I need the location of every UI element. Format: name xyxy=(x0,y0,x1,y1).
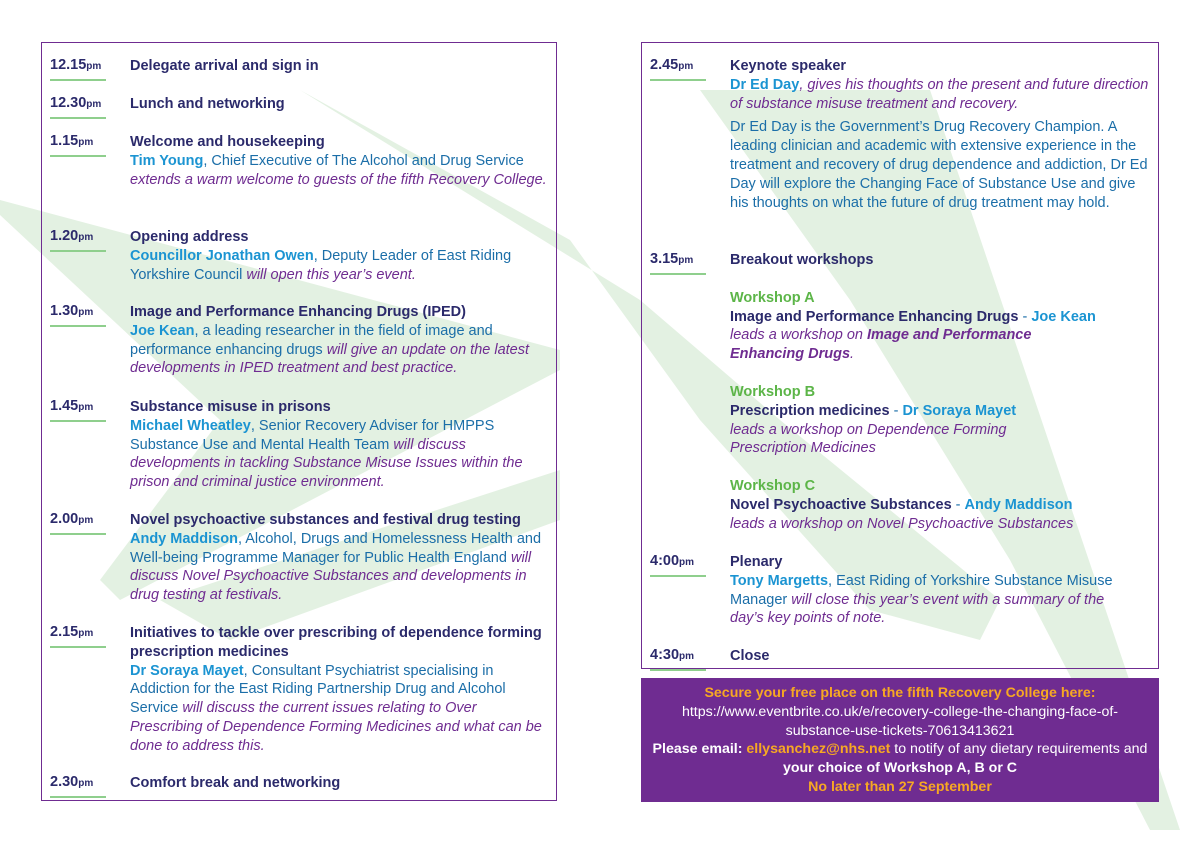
entry-time: 1.45pm xyxy=(50,398,122,414)
speaker-role: , Senior Recovery Adviser for HMPPS Substance Use and Mental Health Team xyxy=(130,417,495,453)
workshop-heading: Workshop C xyxy=(730,478,816,495)
workshop-b: Workshop B Prescription medicines - Dr Soraya Mayet leads a workshop on Dependence Forming Prescription Medicines xyxy=(730,383,1152,458)
speaker-role: , Deputy Leader of East Riding Yorkshire Council xyxy=(130,247,512,283)
workshop-title: Novel Psychoactive Substances xyxy=(730,496,952,513)
workshop-title: Image and Performance Enhancing Drugs xyxy=(730,308,1019,325)
speaker-role: , Consultant Psychiatrist specialising in Addiction for the East Riding Partnership Drug and Alcohol Service xyxy=(130,662,506,717)
entry-time: 2.30pm xyxy=(50,774,122,790)
entry-title: Opening address xyxy=(130,229,249,245)
speaker-name: Tony Margetts xyxy=(730,572,829,589)
speaker-role: , East Riding of Yorkshire Substance Misuse Manager xyxy=(730,572,1113,608)
entry-time: 2.15pm xyxy=(50,624,122,640)
right-schedule-panel xyxy=(641,42,1159,669)
contact-email-link[interactable]: ellysanchez@nhs.net xyxy=(746,741,891,758)
entry-title: Novel psychoactive substances and festival drug testing xyxy=(130,512,521,528)
workshop-description: leads a workshop on Dependence Forming Prescription Medicines xyxy=(730,421,1007,457)
entry-description: will close this year’s event with a summary of the day’s key points of note. xyxy=(730,591,1105,627)
registration-headline: Secure your free place on the fifth Recovery College here: xyxy=(704,685,1096,701)
entry-time: 4:30pm xyxy=(650,647,722,663)
speaker-bio: Dr Ed Day is the Government’s Drug Recovery Champion. A leading clinician and academic with extensive experience in the treatment and recovery of drug dependence and addiction, Dr Ed Day will explore the Changing Face of Substance Use and give his thoughts on what the future of drug treatment may hold. xyxy=(730,119,1148,211)
speaker-role: , Alcohol, Drugs and Homelessness Health and Well-being Programme Manager for Public Health England xyxy=(130,530,542,566)
entry-time: 1.20pm xyxy=(50,228,122,244)
speaker-name: Councillor Jonathan Owen xyxy=(130,247,314,264)
entry-description: extends a warm welcome to guests of the fifth Recovery College. xyxy=(130,171,547,188)
registration-box: Secure your free place on the fifth Recovery College here: https://www.eventbrite.co.uk/e/recovery-college-the-changing-face-of-substance-use-tickets-70613413621 Please email: ellysanchez@nhs.net to notify of any dietary requirements and your choice of Workshop A, B or C No later than 27 September xyxy=(641,678,1159,802)
registration-deadline: No later than 27 September xyxy=(808,778,992,795)
entry-title: Keynote speaker xyxy=(730,58,847,74)
workshop-title: Prescription medicines xyxy=(730,402,890,419)
entry-time: 12.30pm xyxy=(50,95,122,111)
workshop-description: leads a workshop on xyxy=(730,327,868,344)
entry-title: Welcome and housekeeping xyxy=(130,134,325,150)
entry-title: Image and Performance Enhancing Drugs (IPED) xyxy=(130,304,466,320)
workshop-leader: Dr Soraya Mayet xyxy=(902,402,1017,419)
entry-title: Plenary xyxy=(730,554,783,570)
left-schedule-panel xyxy=(41,42,557,801)
entry-time: 12.15pm xyxy=(50,57,122,73)
entry-description: will discuss Novel Psychoactive Substances and developments in drug testing at festivals. xyxy=(130,549,532,604)
workshop-heading: Workshop A xyxy=(730,289,815,306)
speaker-role: , a leading researcher in the field of image and performance enhancing drugs xyxy=(130,322,493,358)
entry-time: 2.45pm xyxy=(650,57,722,73)
entry-time: 4:00pm xyxy=(650,553,722,569)
entry-title: Initiatives to tackle over prescribing of dependence forming prescription medicines xyxy=(130,625,542,660)
entry-description: will discuss the current issues relating to Over Prescribing of Dependence Forming Medicines and what can be done to address this. xyxy=(130,700,542,754)
workshop-leader: Andy Maddison xyxy=(964,496,1073,513)
entry-title: Close xyxy=(730,648,770,664)
speaker-name: Dr Soraya Mayet xyxy=(130,662,244,679)
entry-time: 2.00pm xyxy=(50,511,122,527)
speaker-name: Joe Kean xyxy=(130,322,195,339)
workshop-description: leads a workshop on Novel Psychoactive Substances xyxy=(730,515,1074,532)
speaker-name: Andy Maddison xyxy=(130,530,238,547)
entry-title: Delegate arrival and sign in xyxy=(130,58,319,74)
entry-title: Substance misuse in prisons xyxy=(130,399,331,415)
entry-description: will open this year’s event. xyxy=(246,266,416,283)
entry-time: 1.15pm xyxy=(50,133,122,149)
workshop-a: Workshop A Image and Performance Enhancing Drugs - Joe Kean leads a workshop on Image and Performance Enhancing Drugs. xyxy=(730,289,1152,364)
workshop-c: Workshop C Novel Psychoactive Substances - Andy Maddison leads a workshop on Novel Psychoactive Substances xyxy=(730,477,1152,533)
speaker-name: Michael Wheatley xyxy=(130,417,251,434)
workshop-choice-note: your choice of Workshop A, B or C xyxy=(782,760,1018,777)
entry-description: will discuss developments in tackling Substance Misuse Issues within the prison and criminal justice environment. xyxy=(130,436,523,491)
workshop-heading: Workshop B xyxy=(730,383,816,400)
speaker-name: Dr Ed Day xyxy=(730,76,800,93)
entry-title: Comfort break and networking xyxy=(130,775,341,791)
entry-description: , gives his thoughts on the present and future direction of substance misuse treatment and recovery. xyxy=(730,76,1149,112)
entry-time: 1.30pm xyxy=(50,303,122,319)
entry-description: will give an update on the latest developments in IPED treatment and best practice. xyxy=(130,341,530,377)
speaker-role: , Chief Executive of The Alcohol and Drug Service xyxy=(203,152,524,169)
registration-link[interactable]: https://www.eventbrite.co.uk/e/recovery-college-the-changing-face-of-substance-use-tickets-70613413621 xyxy=(681,703,1119,739)
entry-title: Lunch and networking xyxy=(130,96,285,112)
entry-time: 3.15pm xyxy=(650,251,722,267)
workshop-leader: Joe Kean xyxy=(1031,308,1096,325)
speaker-name: Tim Young xyxy=(130,152,204,169)
entry-title: Breakout workshops xyxy=(730,252,874,268)
